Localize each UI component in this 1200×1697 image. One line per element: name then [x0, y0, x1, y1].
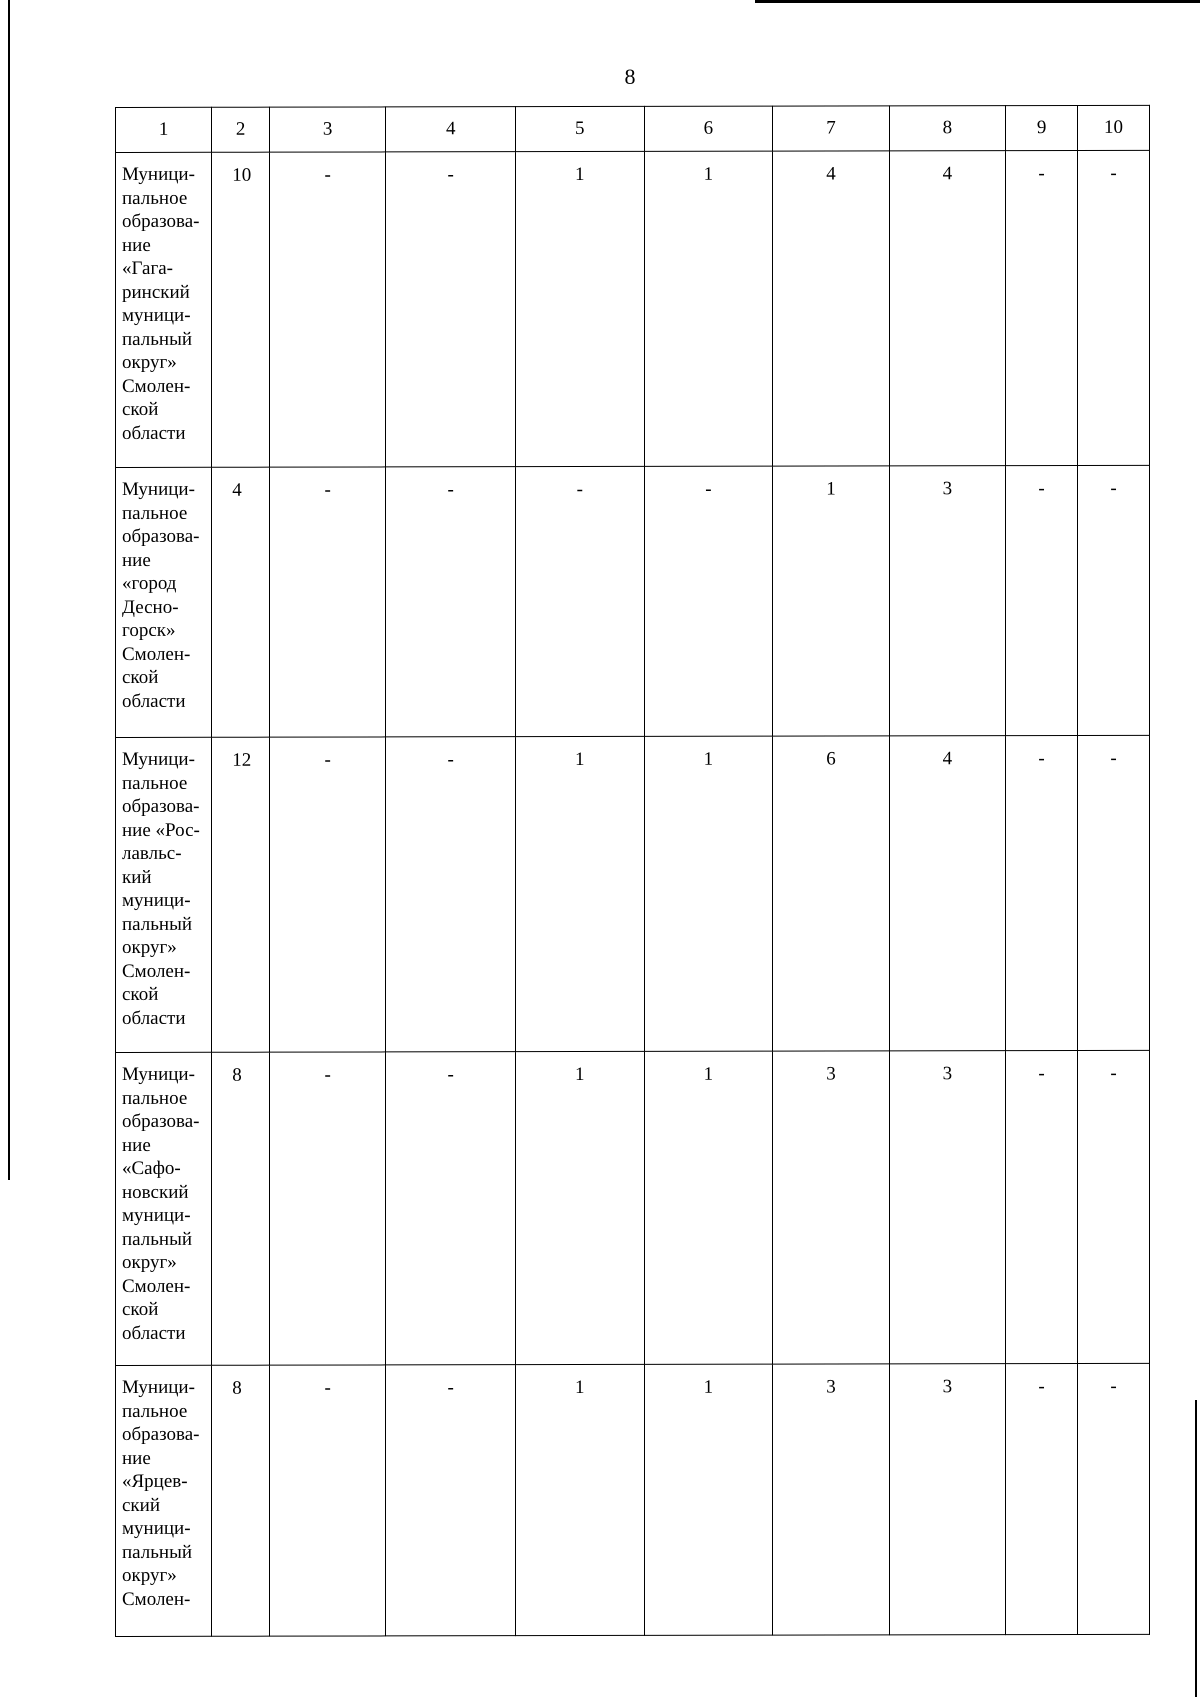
- cell-value: 4: [826, 163, 836, 185]
- cell-value: 1: [703, 1376, 714, 1398]
- value-cell-col-7: [773, 466, 889, 736]
- municipality-name-line: муници-: [122, 1204, 191, 1226]
- header-cell-10: 10: [1078, 105, 1150, 150]
- value-cell-col-7: [773, 1364, 889, 1635]
- value-cell-col-7: [773, 151, 889, 466]
- cell-value: 3: [826, 1376, 836, 1398]
- municipality-name-line: горск»: [122, 619, 176, 641]
- municipality-name-line: кий: [122, 866, 152, 888]
- municipality-name-line: ние «Рос-: [122, 819, 200, 841]
- municipality-name-line: пальный: [122, 1228, 193, 1250]
- value-cell-col-3: [269, 152, 385, 467]
- municipality-name-line: ской: [122, 1298, 159, 1320]
- municipality-name-line: пальное: [122, 1400, 188, 1422]
- cell-value: -: [1110, 162, 1117, 184]
- municipality-name-line: муници-: [122, 1517, 191, 1539]
- municipality-name-line: пальный: [122, 913, 193, 935]
- municipality-name-line: ский: [122, 1494, 160, 1516]
- municipality-name-line: ринский: [122, 281, 190, 303]
- value-cell-col-4: [386, 1365, 516, 1636]
- municipality-name-line: ние: [122, 1447, 151, 1469]
- value-cell-col-10: [1078, 1050, 1150, 1363]
- cell-value: 3: [942, 1376, 953, 1398]
- value-cell-col-6: [644, 1364, 773, 1635]
- cell-value: 1: [703, 1063, 714, 1085]
- header-cell-4: 4: [386, 107, 516, 152]
- municipality-name-line: округ»: [122, 1251, 177, 1273]
- cell-value: -: [1038, 748, 1045, 770]
- municipality-name-cell: [116, 152, 212, 467]
- value-cell-col-10: [1078, 735, 1150, 1050]
- cell-value: -: [1110, 747, 1117, 769]
- municipality-name-line: «Ярцев-: [122, 1470, 188, 1492]
- cell-value: 12: [232, 749, 252, 771]
- cell-value: 1: [575, 1377, 585, 1399]
- municipality-name-line: округ»: [122, 1564, 177, 1586]
- value-cell-col-7: [773, 736, 889, 1051]
- cell-value: 8: [232, 1064, 242, 1086]
- municipality-name-line: области: [122, 690, 186, 712]
- cell-value: -: [1038, 163, 1045, 185]
- municipality-name-line: пальный: [122, 1541, 193, 1563]
- cell-value: -: [324, 1377, 331, 1399]
- value-cell-col-3: [269, 1365, 385, 1636]
- cell-value: 1: [703, 748, 714, 770]
- value-cell-col-4: [386, 1052, 516, 1365]
- value-cell-col-2: [212, 152, 270, 467]
- value-cell-col-5: [516, 1051, 645, 1364]
- cell-value: -: [324, 164, 331, 186]
- table-header-row: [116, 105, 1150, 152]
- table-row: [116, 1050, 1150, 1365]
- cell-value: 3: [942, 478, 953, 500]
- municipality-name-line: лавльс-: [122, 842, 182, 864]
- table-row: [116, 735, 1150, 1052]
- header-cell-2: 2: [212, 107, 270, 152]
- table-row: [116, 465, 1150, 737]
- municipality-name-line: Муници-: [122, 1376, 195, 1398]
- municipality-name-line: Смолен-: [122, 1588, 191, 1610]
- municipality-name-line: образова-: [122, 795, 200, 817]
- municipality-name-line: новский: [122, 1181, 189, 1203]
- value-cell-col-9: [1006, 465, 1078, 735]
- municipality-name-line: ние: [122, 549, 151, 571]
- municipality-name-line: пальное: [122, 502, 188, 524]
- municipality-name-line: образова-: [122, 525, 200, 547]
- value-cell-col-2: [212, 1365, 270, 1636]
- municipality-name-line: Смолен-: [122, 375, 191, 397]
- municipality-name-line: пальный: [122, 328, 193, 350]
- value-cell-col-9: [1006, 735, 1078, 1050]
- value-cell-col-2: [212, 467, 270, 737]
- header-cell-5: 5: [516, 106, 645, 151]
- value-cell-col-9: [1006, 1050, 1078, 1363]
- municipality-name-line: Муници-: [122, 1063, 195, 1085]
- header-cell-1: 1: [116, 107, 212, 152]
- municipality-name-line: образова-: [122, 1423, 200, 1445]
- municipality-name-line: муници-: [122, 304, 191, 326]
- cell-value: -: [447, 1064, 454, 1086]
- value-cell-col-3: [269, 467, 385, 737]
- value-cell-col-2: [212, 1052, 270, 1365]
- municipality-name-cell: [116, 467, 212, 737]
- municipality-name-line: округ»: [122, 351, 177, 373]
- value-cell-col-6: [644, 736, 773, 1051]
- municipality-name-cell: [116, 1365, 212, 1636]
- cell-value: -: [447, 164, 454, 186]
- municipality-name-line: Муници-: [122, 163, 195, 185]
- municipality-name-line: пальное: [122, 187, 188, 209]
- cell-value: -: [447, 479, 454, 501]
- value-cell-col-10: [1078, 150, 1150, 465]
- value-cell-col-8: [889, 736, 1005, 1051]
- value-cell-col-5: [516, 466, 645, 736]
- cell-value: 10: [232, 164, 252, 186]
- municipality-name-line: Смолен-: [122, 643, 191, 665]
- cell-value: 1: [826, 478, 836, 500]
- scan-edge-right: [1195, 1400, 1197, 1697]
- value-cell-col-6: [644, 466, 773, 736]
- value-cell-col-5: [516, 736, 645, 1051]
- municipality-name-line: ние: [122, 1134, 151, 1156]
- value-cell-col-4: [386, 152, 516, 467]
- municipality-name-line: «Сафо-: [122, 1157, 181, 1179]
- value-cell-col-4: [386, 737, 516, 1052]
- value-cell-col-8: [889, 1051, 1005, 1364]
- cell-value: -: [324, 479, 331, 501]
- value-cell-col-9: [1006, 150, 1078, 465]
- cell-value: -: [1038, 1063, 1045, 1085]
- cell-value: -: [324, 1064, 331, 1086]
- municipality-name-line: «город: [122, 572, 177, 594]
- municipality-name-line: Муници-: [122, 478, 195, 500]
- cell-value: 4: [942, 163, 953, 185]
- header-cell-3: 3: [269, 107, 385, 152]
- page-number: 8: [624, 64, 636, 89]
- value-cell-col-8: [889, 151, 1005, 466]
- municipality-name-line: ние: [122, 234, 151, 256]
- value-cell-col-7: [773, 1051, 889, 1364]
- cell-value: -: [1038, 1376, 1045, 1398]
- header-cell-6: 6: [644, 106, 773, 151]
- value-cell-col-9: [1006, 1363, 1078, 1634]
- value-cell-col-2: [212, 737, 270, 1052]
- cell-value: 6: [826, 748, 836, 770]
- cell-value: -: [324, 749, 331, 771]
- cell-value: 3: [942, 1063, 953, 1085]
- cell-value: -: [447, 749, 454, 771]
- municipality-name-line: ской: [122, 983, 159, 1005]
- municipality-name-cell: [116, 1052, 212, 1365]
- value-cell-col-10: [1078, 1363, 1150, 1634]
- municipality-name-line: ской: [122, 666, 159, 688]
- municipality-name-line: области: [122, 1322, 186, 1344]
- cell-value: 4: [942, 748, 953, 770]
- scan-edge-top: [755, 0, 1200, 3]
- municipality-name-line: области: [122, 422, 186, 444]
- municipality-name-line: Муници-: [122, 748, 195, 770]
- cell-value: -: [705, 478, 712, 500]
- cell-value: -: [1110, 1375, 1117, 1397]
- value-cell-col-3: [269, 737, 385, 1052]
- value-cell-col-3: [269, 1052, 385, 1365]
- municipality-name-line: Смолен-: [122, 960, 191, 982]
- municipality-name-line: «Гага-: [122, 257, 173, 279]
- value-cell-col-5: [516, 151, 645, 466]
- cell-value: 1: [575, 749, 585, 771]
- municipality-name-line: области: [122, 1007, 186, 1029]
- municipality-name-line: Десно-: [122, 596, 179, 618]
- municipality-name-cell: [116, 737, 212, 1052]
- data-table: [115, 105, 1150, 1637]
- cell-value: -: [447, 1377, 454, 1399]
- municipality-name-line: Смолен-: [122, 1275, 191, 1297]
- header-cell-7: 7: [773, 106, 889, 151]
- value-cell-col-10: [1078, 465, 1150, 735]
- value-cell-col-4: [386, 467, 516, 737]
- value-cell-col-5: [516, 1364, 645, 1635]
- cell-value: -: [576, 479, 583, 501]
- municipality-name-line: ской: [122, 398, 159, 420]
- value-cell-col-8: [889, 466, 1005, 736]
- cell-value: 1: [703, 163, 714, 185]
- municipality-name-line: пальное: [122, 1087, 188, 1109]
- scan-edge-left: [8, 0, 10, 1180]
- cell-value: 1: [575, 1064, 585, 1086]
- table-row: [116, 150, 1150, 467]
- cell-value: 8: [232, 1377, 242, 1399]
- header-cell-8: 8: [889, 106, 1005, 151]
- value-cell-col-6: [644, 1051, 773, 1364]
- cell-value: 3: [826, 1063, 836, 1085]
- table-row: [116, 1363, 1150, 1636]
- header-cell-9: 9: [1006, 105, 1078, 150]
- municipality-name-line: пальное: [122, 772, 188, 794]
- cell-value: 4: [232, 479, 242, 501]
- cell-value: -: [1110, 1062, 1117, 1084]
- cell-value: -: [1038, 478, 1045, 500]
- value-cell-col-8: [889, 1364, 1005, 1635]
- cell-value: 1: [575, 164, 585, 186]
- municipality-name-line: образова-: [122, 1110, 200, 1132]
- municipality-name-line: округ»: [122, 936, 177, 958]
- cell-value: -: [1110, 477, 1117, 499]
- municipality-name-line: муници-: [122, 889, 191, 911]
- municipality-name-line: образова-: [122, 210, 200, 232]
- value-cell-col-6: [644, 151, 773, 466]
